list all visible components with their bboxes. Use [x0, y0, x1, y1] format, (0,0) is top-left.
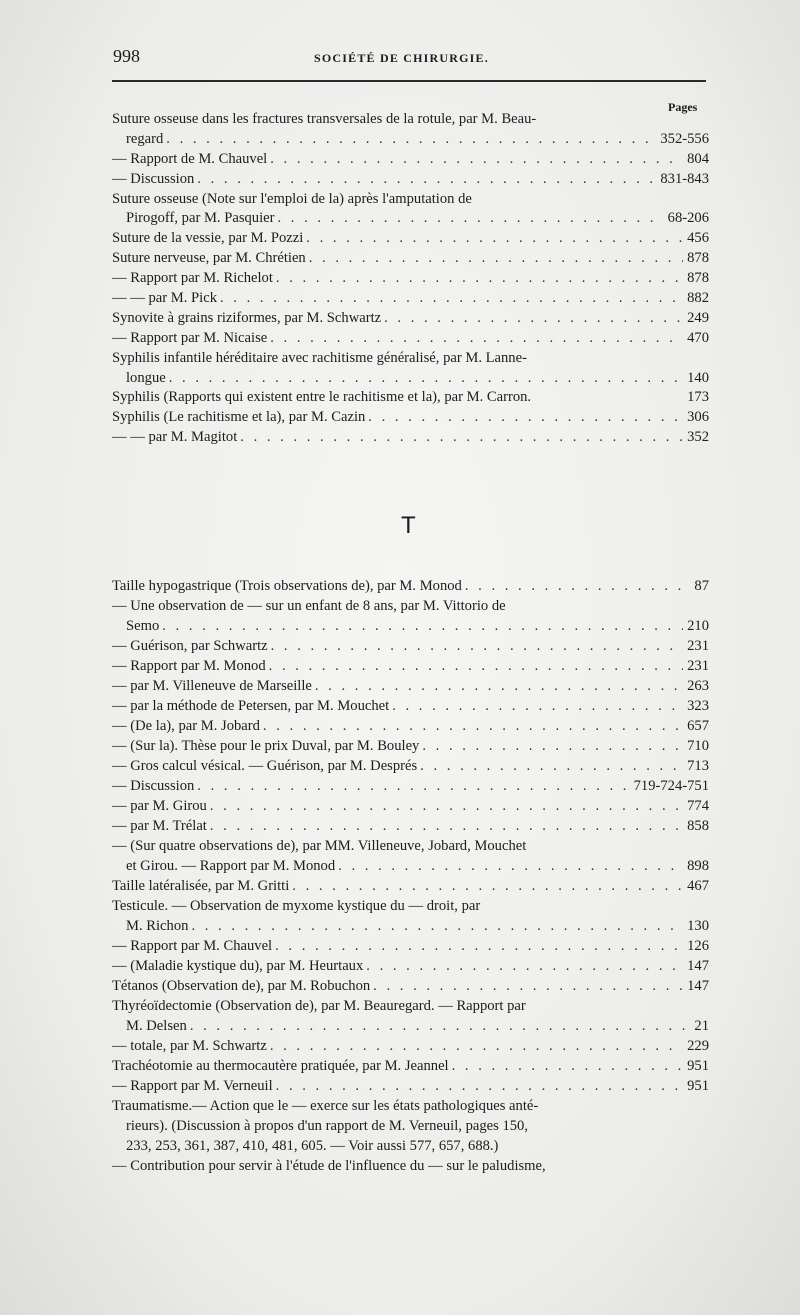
index-entry — [112, 309, 709, 329]
entry-text: rieurs). (Discussion à propos d'un rapport de M. Verneuil, pages 150, — [126, 1118, 528, 1134]
dot-leader — [363, 956, 683, 976]
entry-text: — par M. Villeneuve de Marseille — [112, 678, 312, 694]
index-entry — [112, 716, 709, 736]
entry-page: 878 — [687, 250, 709, 267]
entry-page: 306 — [687, 409, 709, 426]
index-entry — [112, 616, 709, 636]
dot-leader — [303, 229, 683, 249]
index-entry — [112, 976, 709, 996]
entry-page: 878 — [687, 270, 709, 287]
entry-text: — (Sur quatre observations de), par MM. Villeneuve, Jobard, Mouchet — [112, 838, 527, 854]
entry-page: 774 — [687, 798, 709, 814]
entry-text: — Rapport par M. Verneuil — [112, 1078, 273, 1094]
entry-page: 126 — [687, 938, 709, 954]
index-entry — [112, 656, 709, 676]
dot-leader — [306, 249, 683, 269]
entry-page: 951 — [687, 1078, 709, 1094]
dot-leader — [267, 329, 683, 349]
dot-leader — [275, 209, 664, 229]
entry-text: Syphilis (Rapports qui existent entre le rachitisme et la), par M. Carron. — [112, 389, 532, 406]
index-entry — [112, 796, 709, 816]
entry-page: 249 — [687, 309, 709, 326]
index-entry — [112, 329, 709, 349]
entry-page: 831-843 — [660, 170, 709, 187]
entry-page: 710 — [687, 738, 709, 754]
index-entry — [112, 289, 709, 309]
entry-text: Trachéotomie au thermocautère pratiquée, par M. Jeannel — [112, 1058, 449, 1074]
dot-leader — [166, 369, 683, 389]
header-rule — [112, 80, 706, 82]
dot-leader — [273, 269, 683, 289]
entry-text: Taille latéralisée, par M. Gritti — [112, 878, 290, 894]
entry-text: Suture de la vessie, par M. Pozzi — [112, 230, 304, 247]
entry-page: 898 — [687, 858, 709, 874]
index-entry — [112, 1136, 709, 1156]
entry-text: — Gros calcul vésical. — Guérison, par M. Després — [112, 758, 418, 774]
index-entry — [112, 369, 709, 389]
entry-page: 21 — [694, 1018, 709, 1034]
entry-text: longue — [126, 369, 166, 386]
entry-text: — (Maladie kystique du), par M. Heurtaux — [112, 958, 364, 974]
index-entry — [112, 836, 709, 856]
dot-leader — [194, 776, 629, 796]
index-entry — [112, 269, 709, 289]
entry-text: Syphilis infantile héréditaire avec rachitisme généralisé, par M. Lanne- — [112, 349, 527, 366]
dot-leader — [312, 676, 683, 696]
entry-page: 713 — [687, 758, 709, 774]
index-entry — [112, 428, 709, 448]
entry-text: — par M. Girou — [112, 798, 207, 814]
entry-page: 804 — [687, 150, 709, 167]
entry-text: — Rapport par M. Monod — [112, 658, 266, 674]
entry-text: — Guérison, par Schwartz — [112, 638, 268, 654]
dot-leader — [194, 170, 656, 190]
entry-text: — totale, par M. Schwartz — [112, 1038, 267, 1054]
entry-text: — Rapport par M. Chauvel — [112, 938, 273, 954]
page-number: 998 — [113, 46, 140, 66]
entry-page: 231 — [687, 658, 709, 674]
dot-leader — [159, 616, 683, 636]
dot-leader — [267, 150, 683, 170]
entry-page: 263 — [687, 678, 709, 694]
entry-text: M. Richon — [126, 918, 189, 934]
index-entry — [112, 408, 709, 428]
entry-page: 456 — [687, 230, 709, 247]
dot-leader — [417, 756, 683, 776]
section-letter: T — [401, 512, 416, 539]
entry-text: — Rapport par M. Richelot — [112, 270, 273, 287]
index-entry — [112, 1016, 709, 1036]
entry-text: — Contribution pour servir à l'étude de l'influence du — sur le paludisme, — [112, 1158, 546, 1174]
dot-leader — [370, 976, 683, 996]
entry-text: Tétanos (Observation de), par M. Robuchon — [112, 978, 371, 994]
index-entry — [112, 170, 709, 190]
entry-text: Suture nerveuse, par M. Chrétien — [112, 250, 306, 267]
entry-page: 467 — [687, 878, 709, 894]
dot-leader — [207, 816, 683, 836]
entry-text: — Une observation de — sur un enfant de 8 ans, par M. Vittorio de — [112, 598, 506, 614]
dot-leader — [188, 916, 683, 936]
entry-text: Suture osseuse dans les fractures transversales de la rotule, par M. Beau- — [112, 111, 537, 127]
entry-text: Traumatisme.— Action que le — exerce sur les états pathologiques anté- — [112, 1098, 539, 1114]
index-entry — [112, 736, 709, 756]
dot-leader — [462, 576, 691, 596]
entry-page: 173 — [687, 389, 709, 406]
index-entry — [112, 636, 709, 656]
index-entry — [112, 249, 709, 269]
index-entry — [112, 1056, 709, 1076]
entry-text: Testicule. — Observation de myxome kystique du — droit, par — [112, 898, 481, 914]
index-entry — [112, 349, 709, 369]
running-title: SOCIÉTÉ DE CHIRURGIE. — [314, 51, 489, 65]
index-entry — [112, 696, 709, 716]
index-entry — [112, 996, 709, 1016]
pages-column-label: Pages — [668, 100, 698, 114]
index-entry — [112, 936, 709, 956]
dot-leader — [272, 936, 683, 956]
entry-text: — (De la), par M. Jobard — [112, 718, 260, 734]
entry-text: M. Delsen — [126, 1018, 187, 1034]
index-entry — [112, 1076, 709, 1096]
entry-text: — par la méthode de Petersen, par M. Mouchet — [112, 698, 390, 714]
index-entry — [112, 388, 709, 408]
index-entry — [112, 1096, 709, 1116]
dot-leader — [266, 656, 683, 676]
entry-text: — (Sur la). Thèse pour le prix Duval, par M. Bouley — [112, 738, 420, 754]
index-entry — [112, 229, 709, 249]
entry-page: 882 — [687, 290, 709, 307]
index-entry — [112, 756, 709, 776]
index-entry — [112, 576, 709, 596]
dot-leader — [381, 309, 683, 329]
index-entry — [112, 956, 709, 976]
entry-page: 229 — [687, 1038, 709, 1054]
entry-text: — par M. Trélat — [112, 818, 207, 834]
entry-text: — — par M. Magitot — [112, 429, 238, 446]
entry-page: 951 — [687, 1058, 709, 1074]
index-entry — [112, 150, 709, 170]
entry-page: 657 — [687, 718, 709, 734]
dot-leader — [335, 856, 683, 876]
index-entry — [112, 1036, 709, 1056]
dot-leader — [419, 736, 683, 756]
dot-leader — [187, 1016, 691, 1036]
entry-page: 140 — [687, 369, 709, 386]
dot-leader — [449, 1056, 684, 1076]
index-entry — [112, 896, 709, 916]
entry-text: — Discussion — [112, 778, 195, 794]
entry-text: Synovite à grains riziformes, par M. Schwartz — [112, 309, 382, 326]
index-entry — [112, 676, 709, 696]
index-entry — [112, 1156, 709, 1176]
dot-leader — [268, 636, 683, 656]
entry-page: 210 — [687, 618, 709, 634]
dot-leader — [217, 289, 683, 309]
entry-page: 470 — [687, 329, 709, 346]
entry-text: — Rapport de M. Chauvel — [112, 150, 268, 167]
dot-leader — [273, 1076, 683, 1096]
entry-page: 858 — [687, 818, 709, 834]
dot-leader — [237, 428, 683, 448]
entry-text: Suture osseuse (Note sur l'emploi de la) après l'amputation de — [112, 190, 472, 207]
entry-page: 352-556 — [660, 130, 709, 147]
entry-page: 68-206 — [667, 210, 709, 227]
dot-leader — [267, 1036, 683, 1056]
entry-text: Syphilis (Le rachitisme et la), par M. Cazin — [112, 409, 366, 426]
index-entry — [112, 1116, 709, 1136]
index-entry — [112, 110, 709, 130]
entry-text: regard — [126, 130, 164, 147]
entry-text: Taille hypogastrique (Trois observations de), par M. Monod — [112, 578, 462, 594]
entry-text: Semo — [126, 618, 160, 634]
index-entry — [112, 130, 709, 150]
entry-text: Thyréoïdectomie (Observation de), par M. Beauregard. — Rapport par — [112, 998, 526, 1014]
dot-leader — [389, 696, 683, 716]
entry-page: 147 — [687, 978, 709, 994]
dot-leader — [365, 408, 683, 428]
dot-leader — [163, 130, 656, 150]
index-entry — [112, 816, 709, 836]
entry-text: — Rapport par M. Nicaise — [112, 329, 268, 346]
index-section-s — [112, 110, 709, 448]
dot-leader — [260, 716, 683, 736]
entry-page: 231 — [687, 638, 709, 654]
dot-leader — [207, 796, 683, 816]
index-entry — [112, 209, 709, 229]
entry-text: 233, 253, 361, 387, 410, 481, 605. — Voir aussi 577, 657, 688.) — [126, 1138, 499, 1154]
entry-text: — — par M. Pick — [112, 290, 217, 307]
index-section-t — [112, 576, 709, 1176]
index-entry — [112, 596, 709, 616]
entry-page: 87 — [694, 578, 709, 594]
entry-page: 352 — [687, 429, 709, 446]
index-entry — [112, 916, 709, 936]
entry-text: et Girou. — Rapport par M. Monod — [126, 858, 336, 874]
entry-text: — Discussion — [112, 170, 195, 187]
entry-page: 719-724-751 — [633, 778, 709, 794]
index-entry — [112, 190, 709, 210]
index-entry — [112, 876, 709, 896]
index-entry — [112, 776, 709, 796]
entry-page: 323 — [687, 698, 709, 714]
dot-leader — [289, 876, 683, 896]
index-entry — [112, 856, 709, 876]
entry-text: Pirogoff, par M. Pasquier — [126, 210, 275, 227]
entry-page: 147 — [687, 958, 709, 974]
entry-page: 130 — [687, 918, 709, 934]
